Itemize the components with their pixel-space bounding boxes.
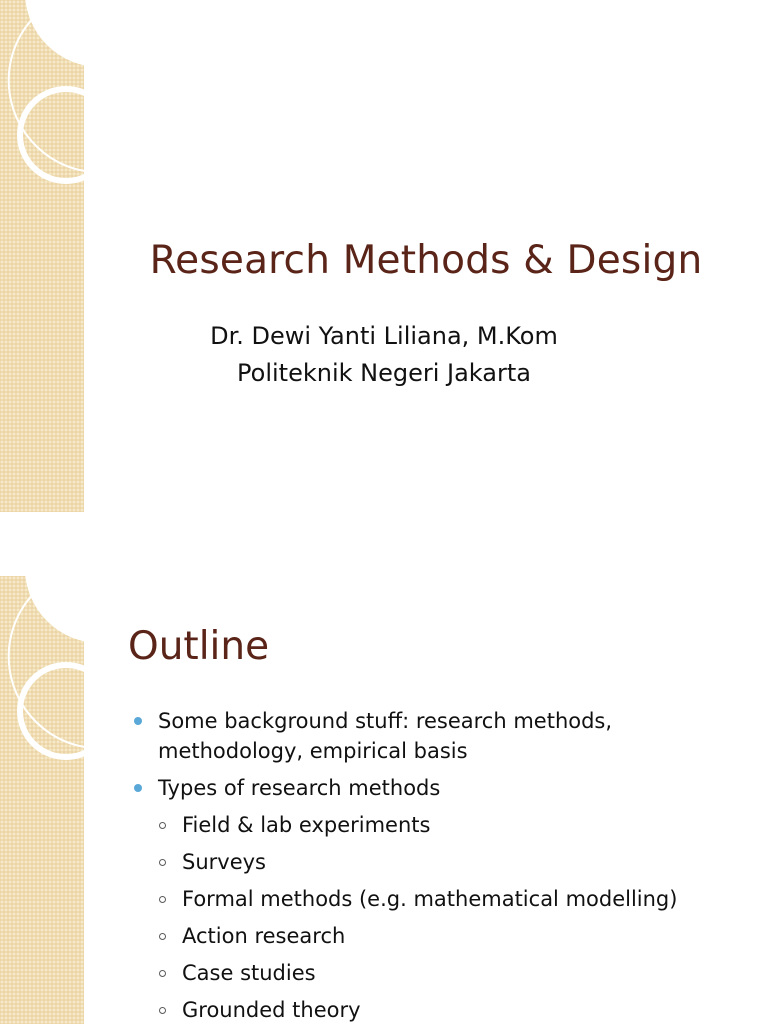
institution-name: Politeknik Negeri Jakarta	[237, 359, 531, 387]
sub-list-item	[128, 921, 748, 951]
sub-bullet-ring-icon	[159, 1007, 166, 1014]
sub-bullet-ring-icon	[159, 896, 166, 903]
bullet-dot-icon	[134, 784, 142, 792]
sub-list-item	[128, 810, 748, 840]
outline-list	[128, 706, 748, 1024]
author-name: Dr. Dewi Yanti Liliana, M.Kom	[210, 322, 558, 350]
list-item-text: Some background stuff: research methods, methodology, empirical basis	[158, 709, 613, 763]
list-item-text: Case studies	[182, 961, 316, 985]
bullet-dot-icon	[134, 717, 142, 725]
sub-bullet-ring-icon	[159, 822, 166, 829]
slide-title: Outline	[128, 624, 270, 669]
list-item	[128, 773, 748, 803]
list-item	[128, 706, 748, 766]
sub-list-item	[128, 958, 748, 988]
sub-bullet-ring-icon	[159, 859, 166, 866]
sub-list-item	[128, 884, 748, 914]
list-item-text: Grounded theory	[182, 998, 361, 1022]
sub-bullet-ring-icon	[159, 933, 166, 940]
outline-slide	[0, 576, 768, 1024]
list-item-text: Field & lab experiments	[182, 813, 431, 837]
list-item-text: Surveys	[182, 850, 266, 874]
list-item-text: Types of research methods	[158, 776, 441, 800]
presentation-title: Research Methods & Design	[149, 238, 703, 283]
sub-list-item	[128, 995, 748, 1024]
list-item-text: Action research	[182, 924, 346, 948]
sub-list-item	[128, 847, 748, 877]
list-item-text: Formal methods (e.g. mathematical modelling)	[182, 887, 678, 911]
sub-bullet-ring-icon	[159, 970, 166, 977]
